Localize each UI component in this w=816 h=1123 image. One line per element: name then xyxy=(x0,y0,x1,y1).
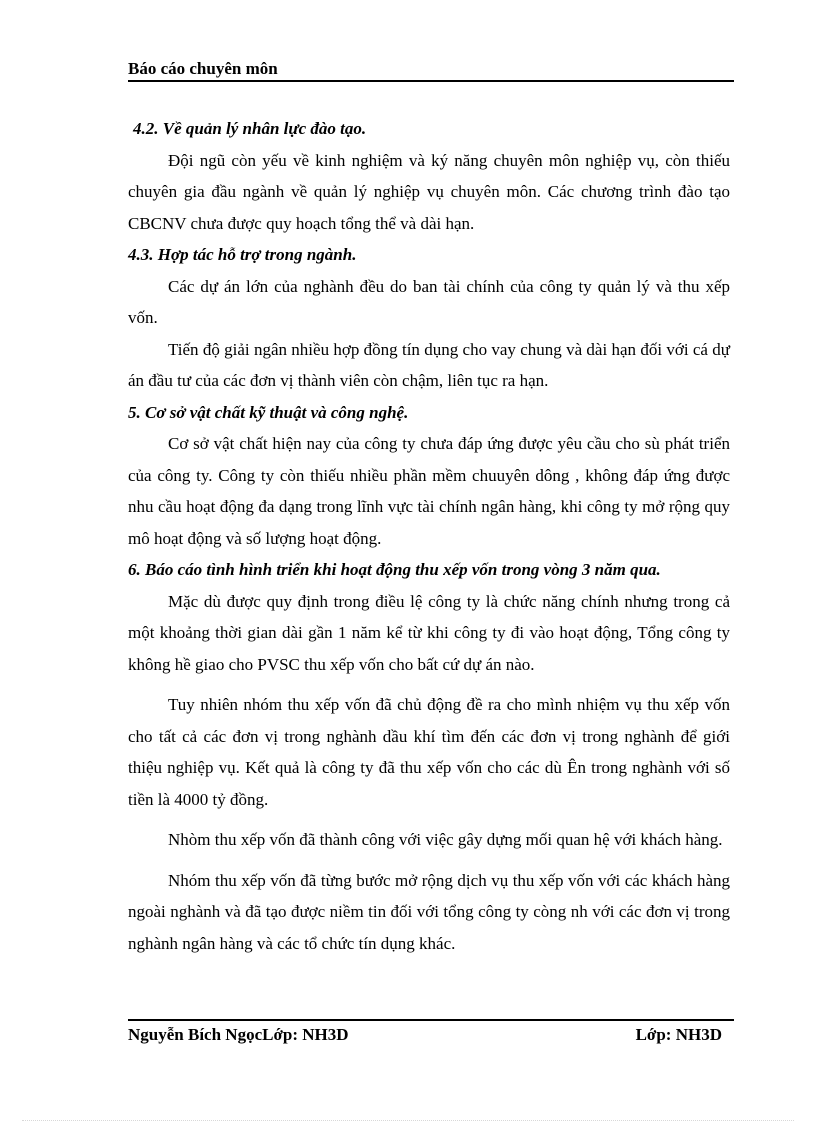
paragraph: Các dự án lớn của nghành đều do ban tài chính của công ty quản lý và thu xếp vốn. xyxy=(128,276,730,327)
section-heading-4-2: 4.2. Về quản lý nhân lực đào tạo. xyxy=(133,119,367,138)
header-divider xyxy=(128,80,734,82)
section-heading-4-3: 4.3. Hợp tác hỗ trợ trong ngành. xyxy=(128,245,357,264)
section-heading-5: 5. Cơ sở vật chất kỹ thuật và công nghệ. xyxy=(128,402,409,422)
paragraph: Mặc dù được quy định trong điều lệ công ty là chức năng chính nhưng trong cả một khoảng thời gian dài gần 1 năm kể từ khi công ty đi vào hoạt động, Tổng công ty không hề giao cho PVSC thu xếp vốn cho bất cứ dự án nào. xyxy=(128,591,730,674)
footer-author: Nguyễn Bích NgọcLớp: NH3D xyxy=(128,1025,349,1044)
paragraph: Nhòm thu xếp vốn đã thành công với việc gây dựng mối quan hệ với khách hàng. xyxy=(168,830,723,849)
paragraph: Tuy nhiên nhóm thu xếp vốn đã chủ động đề ra cho mình nhiệm vụ thu xếp vốn cho tất cả các đơn vị trong nghành dầu khí tìm đến các đơn vị trong nghành để giới thiệu nghiệp vụ. Kết quả là công ty đã thu xếp vốn cho các dù Ên trong nghành với số tiền là 4000 tỷ đồng. xyxy=(128,695,730,809)
paragraph: Đội ngũ còn yếu về kinh nghiệm và ký năng chuyên môn nghiệp vụ, còn thiếu chuyên gia đầu ngành về quản lý nghiệp vụ chuyên môn. Các chương trình đào tạo CBCNV chưa được quy hoạch tổng thể và dài hạn. xyxy=(128,150,730,233)
footer-divider xyxy=(128,1019,734,1021)
document-body xyxy=(128,113,730,959)
footer-class: Lớp: NH3D xyxy=(635,1025,722,1044)
page-edge-divider xyxy=(22,1120,794,1121)
paragraph: Tiến độ giải ngân nhiều hợp đồng tín dụng cho vay chung và dài hạn đối với cá dự án đầu tư của các đơn vị thành viên còn chậm, liên tục ra hạn. xyxy=(128,339,730,390)
page-header-title: Báo cáo chuyên môn xyxy=(128,59,278,78)
paragraph: Nhóm thu xếp vốn đã từng bước mở rộng dịch vụ thu xếp vốn với các khách hàng ngoài nghành và đã tạo được niềm tin đối với tổng công ty còng nh với các đơn vị trong nghành ngân hàng và các tổ chức tín dụng khác. xyxy=(128,870,730,953)
section-heading-6: 6. Báo cáo tình hình triển khi hoạt động thu xếp vốn trong vòng 3 năm qua. xyxy=(128,560,661,579)
page-footer xyxy=(128,1022,722,1048)
paragraph: Cơ sở vật chất hiện nay của công ty chưa đáp ứng được yêu cầu cho sù phát triển của công ty. Công ty còn thiếu nhiều phần mềm chuuyên dông , không đáp ứng được nhu cầu hoạt động đa dạng trong lĩnh vực tài chính ngân hàng, khi công ty mở rộng quy mô hoạt động và số lượng hoạt động. xyxy=(128,434,730,548)
